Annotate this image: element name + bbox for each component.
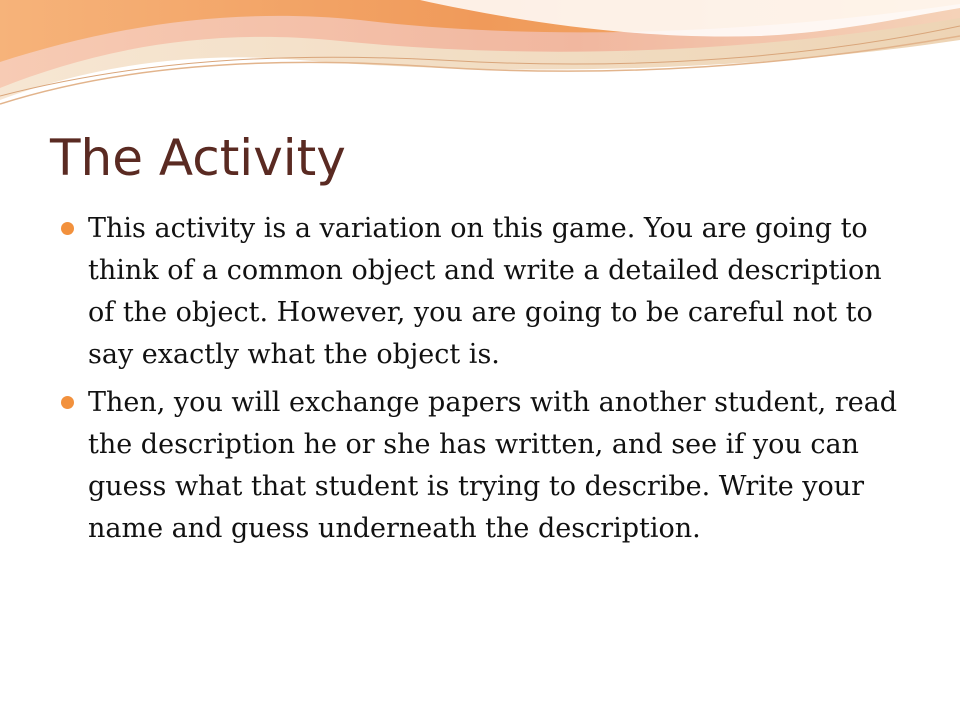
bullet-item: [60, 382, 910, 550]
bullet-dot-icon: [61, 222, 74, 235]
bullet-list: [60, 208, 910, 556]
slide-title: The Activity: [50, 129, 346, 187]
header-wave-decoration: [0, 0, 960, 120]
bullet-item: [60, 208, 910, 376]
bullet-dot-icon: [61, 396, 74, 409]
bullet-text: Then, you will exchange papers with another student, read the description he or she has written, and see if you can guess what that student is trying to describe. Write your name and guess underneath the description.: [88, 387, 898, 544]
bullet-text: This activity is a variation on this game. You are going to think of a common object and write a detailed description of the object. However, you are going to be careful not to say exactly what the object is.: [88, 213, 882, 370]
